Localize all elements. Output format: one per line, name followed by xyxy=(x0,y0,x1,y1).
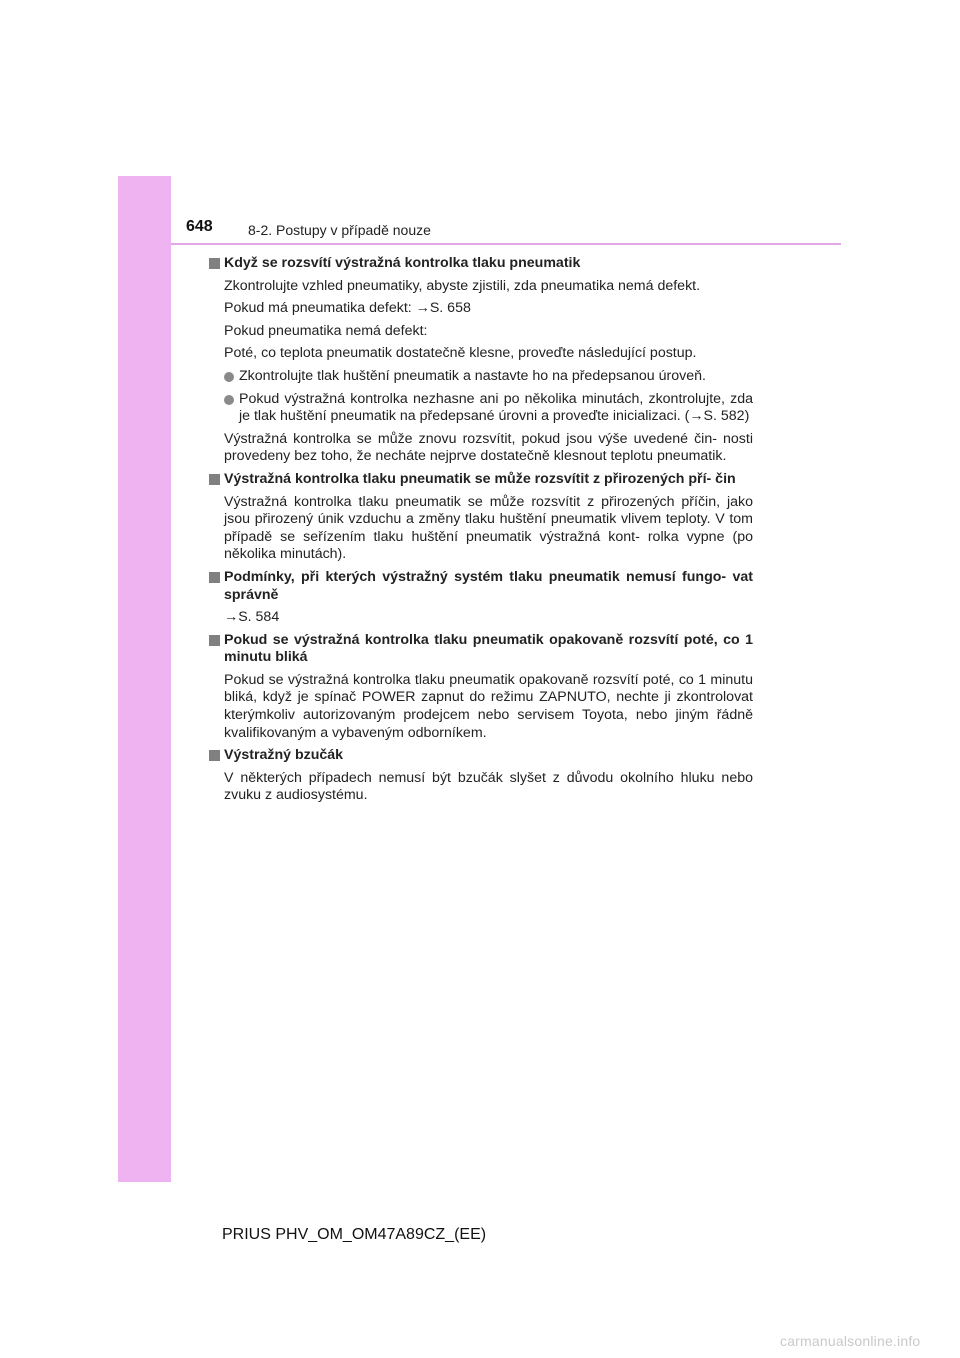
section-heading: Výstražný bzučák xyxy=(208,747,753,765)
header-divider xyxy=(171,243,841,245)
section-heading: Výstražná kontrolka tlaku pneumatik se může rozsvítit z přirozených pří- čin xyxy=(208,471,753,489)
section-heading: Pokud se výstražná kontrolka tlaku pneumatik opakovaně rozsvítí poté, co 1 minutu bliká xyxy=(208,632,753,667)
list-item: Zkontrolujte tlak huštění pneumatik a nastavte ho na předepsanou úroveň. xyxy=(224,368,753,386)
square-bullet-icon xyxy=(209,572,220,583)
square-bullet-icon xyxy=(209,750,220,761)
document-code: PRIUS PHV_OM_OM47A89CZ_(EE) xyxy=(222,1226,487,1243)
list-item: Pokud výstražná kontrolka nezhasne ani po několika minutách, zkontrolujte, zda je tlak huštění pneumatik na předepsané úrovni a proveďte inicializaci. (→S. 582) xyxy=(224,391,753,426)
paragraph: Poté, co teplota pneumatik dostatečně klesne, proveďte následující postup. xyxy=(224,345,697,362)
paragraph: Pokud pneumatika nemá defekt: xyxy=(224,322,428,339)
paragraph-page-ref: →S. 584 xyxy=(224,609,280,626)
section-heading: Když se rozsvítí výstražná kontrolka tlaku pneumatik xyxy=(208,255,753,273)
chapter-sidebar-tab xyxy=(118,176,171,1182)
circle-bullet-icon xyxy=(224,395,234,405)
section-warning-light xyxy=(208,255,753,466)
paragraph: V některých případech nemusí být bzučák slyšet z důvodu okolního hluku nebo zvuku z audiosystému. xyxy=(224,769,753,804)
section-title: 8-2. Postupy v případě nouze xyxy=(248,222,431,238)
square-bullet-icon xyxy=(209,258,220,269)
section-warning-buzzer xyxy=(208,747,753,805)
section-natural-causes xyxy=(208,471,753,564)
page-number: 648 xyxy=(186,218,213,235)
paragraph: Výstražná kontrolka se může znovu rozsvítit, pokud jsou výše uvedené čin- nosti provedeny bez toho, že necháte nejprve dostatečně klesnout teplotu pneumatik. xyxy=(224,430,753,465)
section-heading: Podmínky, při kterých výstražný systém tlaku pneumatik nemusí fungo- vat správně xyxy=(208,569,753,604)
square-bullet-icon xyxy=(209,474,220,485)
paragraph: Výstražná kontrolka tlaku pneumatik se může rozsvítit z přirozených příčin, jako jsou přirozený únik vzduchu a změny tlaku huštění pneumatik vlivem teploty. V tom případě se seřízením tlaku huštění pneumatik výstražná kont- rolka vypne (po několika minutách). xyxy=(224,493,753,563)
square-bullet-icon xyxy=(209,635,220,646)
circle-bullet-icon xyxy=(224,372,234,382)
section-conditions xyxy=(208,569,753,627)
paragraph: Pokud se výstražná kontrolka tlaku pneumatik opakovaně rozsvítí poté, co 1 minutu bliká, když je spínač POWER zapnut do režimu ZAPNUTO, nechte ji zkontrolovat kterýmkoliv autorizovaným prodejcem nebo servisem Toyota, nebo jiným řádně kvalifikovaným a vybaveným odborníkem. xyxy=(224,671,753,741)
page-content xyxy=(208,255,753,810)
paragraph: Zkontrolujte vzhled pneumatiky, abyste zjistili, zda pneumatika nemá defekt. xyxy=(224,277,701,294)
section-repeated-light xyxy=(208,632,753,743)
watermark: carmanualsonline.info xyxy=(780,1333,921,1349)
paragraph-page-ref: Pokud má pneumatika defekt: →S. 658 xyxy=(224,300,471,317)
